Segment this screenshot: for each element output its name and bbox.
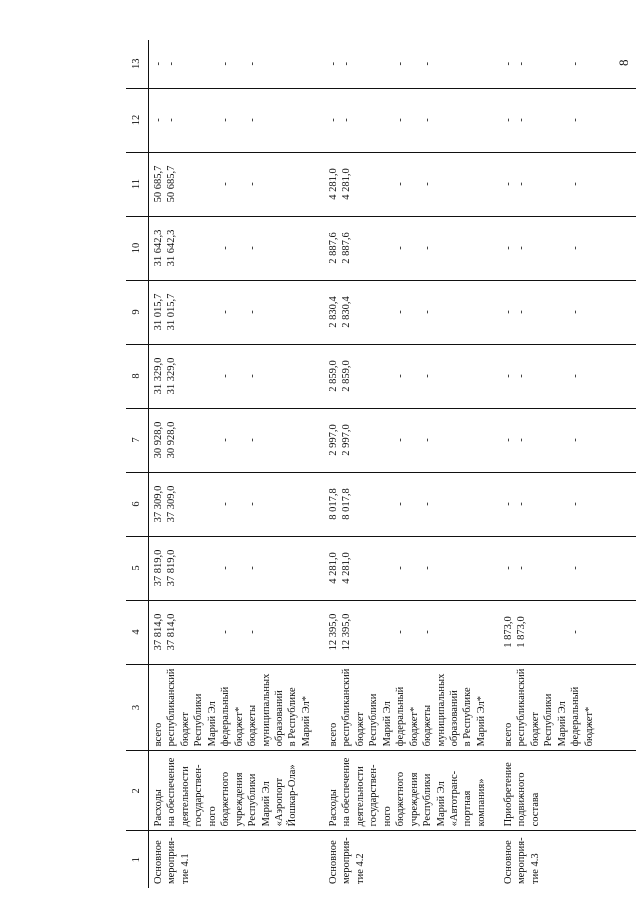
col-header: 5 xyxy=(126,536,149,600)
funding-source-cell: всего республиканский бюджет Республики Марий Эл федеральный бюджет* бюджеты муниципальных образований в Республике Марий Эл* xyxy=(149,664,325,751)
activity-name-cell: Приобретение подвижного состава xyxy=(499,751,636,831)
value-cell: 37 309,0 37 309,0 - - xyxy=(149,472,325,536)
value-cell: 1 873,0 1 873,0 - xyxy=(499,600,636,664)
activity-name-cell: Расходы на обеспечение деятельности государствен- ного бюджетного учреждения Республики Марий Эл «Автотранс- портная компания» xyxy=(324,751,499,831)
value-cell: 2 887,6 2 887,6 - - xyxy=(324,216,499,280)
activity-name-cell: Расходы на обеспечение деятельности государствен- ного бюджетного учреждения Республики Марий Эл «Аэропорт Йошкар-Ола» xyxy=(149,751,325,831)
value-cell: - - - xyxy=(499,408,636,472)
col-header: 9 xyxy=(126,280,149,344)
table-row xyxy=(149,40,325,888)
table-row xyxy=(499,40,636,888)
col-header: 10 xyxy=(126,216,149,280)
value-cell: - - - xyxy=(499,536,636,600)
value-cell: 37 814,0 37 814,0 - - xyxy=(149,600,325,664)
col-header: 12 xyxy=(126,88,149,152)
budget-table xyxy=(126,40,636,888)
col-header: 3 xyxy=(126,664,149,751)
value-cell: - - - - xyxy=(149,40,325,88)
funding-source-cell: всего республиканский бюджет Республики Марий Эл федеральный бюджет* бюджеты муниципальных образований в Республике Марий Эл* xyxy=(324,664,499,751)
col-header: 6 xyxy=(126,472,149,536)
col-header: 8 xyxy=(126,344,149,408)
col-header: 7 xyxy=(126,408,149,472)
value-cell: 31 329,0 31 329,0 - - xyxy=(149,344,325,408)
value-cell: 50 685,7 50 685,7 - - xyxy=(149,152,325,216)
col-header: 13 xyxy=(126,40,149,88)
table-row xyxy=(324,40,499,888)
value-cell: 30 928,0 30 928,0 - - xyxy=(149,408,325,472)
value-cell: - - - - xyxy=(324,40,499,88)
col-header: 2 xyxy=(126,751,149,831)
value-cell: 37 819,0 37 819,0 - - xyxy=(149,536,325,600)
activity-id-cell: Основное мероприя- тие 4.2 xyxy=(328,837,366,884)
value-cell: 12 395,0 12 395,0 - - xyxy=(324,600,499,664)
value-cell: - - - - xyxy=(149,88,325,152)
value-cell: - - - xyxy=(499,152,636,216)
activity-id-cell: Основное мероприя- тие 4.3 xyxy=(503,837,541,884)
rotated-table-region xyxy=(126,40,640,888)
col-header: 11 xyxy=(126,152,149,216)
value-cell: - - - xyxy=(499,280,636,344)
value-cell: 2 997,0 2 997,0 - - xyxy=(324,408,499,472)
value-cell: 2 830,4 2 830,4 - - xyxy=(324,280,499,344)
value-cell: - - - xyxy=(499,40,636,88)
value-cell: - - - xyxy=(499,216,636,280)
value-cell: 2 859,0 2 859,0 - - xyxy=(324,344,499,408)
activity-id-cell: Основное мероприя- тие 4.1 xyxy=(153,837,191,884)
value-cell: - - - xyxy=(499,344,636,408)
value-cell: 4 281,0 4 281,0 - - xyxy=(324,152,499,216)
page-number: 8 xyxy=(616,59,631,66)
value-cell: 31 642,3 31 642,3 - - xyxy=(149,216,325,280)
value-cell: - - - - xyxy=(324,88,499,152)
header-row xyxy=(126,40,149,888)
col-header: 4 xyxy=(126,600,149,664)
value-cell: 4 281,0 4 281,0 - - xyxy=(324,536,499,600)
col-header: 1 xyxy=(126,831,149,888)
value-cell: - - - xyxy=(499,88,636,152)
value-cell: - - - xyxy=(499,472,636,536)
value-cell: 8 017,8 8 017,8 - - xyxy=(324,472,499,536)
value-cell: 31 015,7 31 015,7 - - xyxy=(149,280,325,344)
funding-source-cell: всего республиканский бюджет Республики Марий Эл федеральный бюджет* xyxy=(499,664,636,751)
